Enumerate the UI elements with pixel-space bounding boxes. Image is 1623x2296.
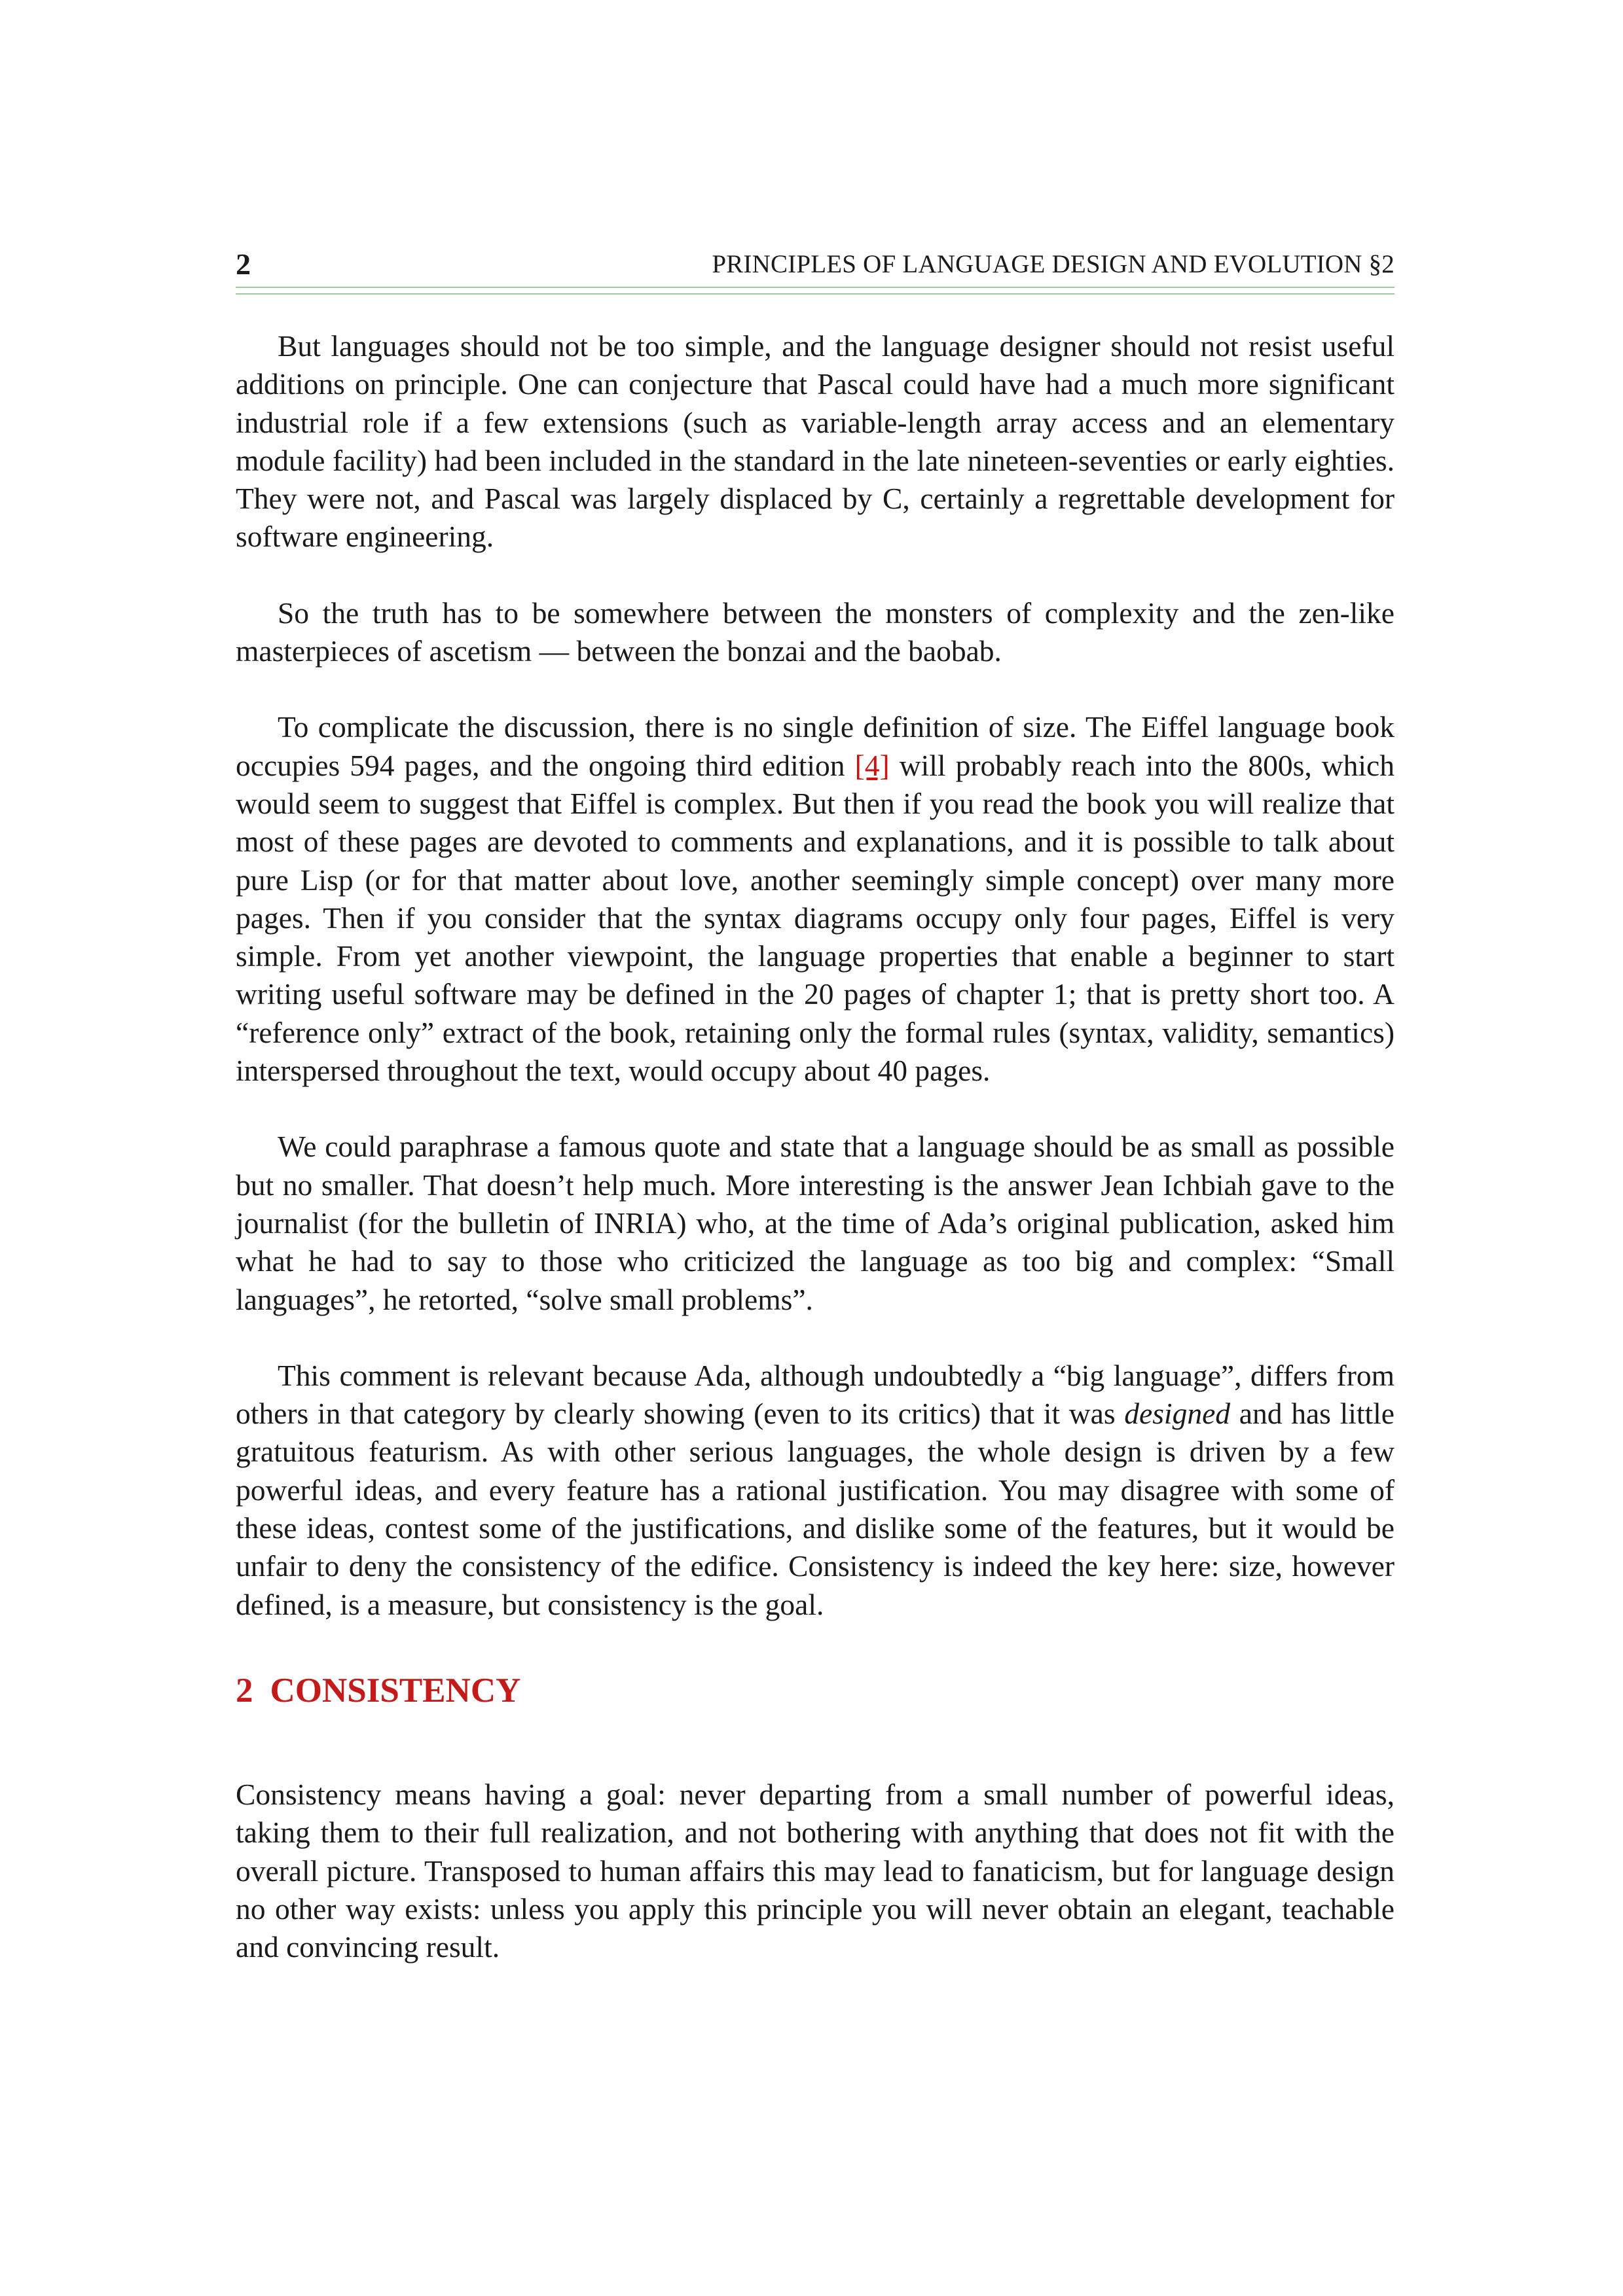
page-header: [236, 247, 1395, 281]
paragraph-2: So the truth has to be somewhere between the monsters of complexity and the zen-like masterpieces of ascetism — between the bonzai and the baobab.: [236, 596, 1395, 668]
section-heading: [236, 1671, 1395, 1710]
paragraph-5-text-end: and has little gratuitous featurism. As with other serious languages, the whole design is driven by a few powerful ideas, and every feature has a rational justification. You may disagree with some of these ideas, contest some of the justifications, and dislike some of the features, but it would be unfair to deny the consistency of the edifice. Consistency is indeed the key here: size, however defined, is a measure, but consistency is the goal.: [236, 1397, 1395, 1621]
page-number: 2: [236, 247, 251, 281]
header-rule-bottom: [236, 293, 1395, 295]
citation-link[interactable]: [4]: [854, 748, 890, 782]
section-paragraph: Consistency means having a goal: never departing from a small number of powerful ideas, taking them to their full realization, and not bothering with anything that does not fit with the overall picture. Transposed to human affairs this may lead to fanaticism, but for language design no other way exists: unless you apply this principle you will never obtain an elegant, teachable and convincing result.: [236, 1777, 1395, 1964]
paragraph-5-text-start: This comment is relevant because Ada, although undoubtedly a “big language”, differs from others in that category by clearly showing (even to its critics) that it was: [236, 1358, 1395, 1431]
paragraph-3-text-start: To complicate the discussion, there is no single definition of size. The Eiffel language book occupies 594 pages, and the ongoing third edition: [236, 710, 1395, 782]
section-number: 2: [236, 1671, 253, 1710]
paragraph-5: [236, 1357, 1395, 1624]
paragraph-4: We could paraphrase a famous quote and state that a language should be as small as possible but no smaller. That doesn’t help much. More interesting is the answer Jean Ichbiah gave to the journalist (for the bulletin of INRIA) who, at the time of Ada’s original publication, asked him what he had to say to those who criticized the language as too big and complex: “Small languages”, he retorted, “solve small problems”.: [236, 1130, 1395, 1316]
paragraph-3: [236, 708, 1395, 1090]
section-title: CONSISTENCY: [270, 1671, 521, 1710]
main-text: [236, 327, 1395, 2004]
running-title: PRINCIPLES OF LANGUAGE DESIGN AND EVOLUTION §2: [712, 250, 1395, 278]
paragraph-3-text-end: will probably reach into the 800s, which would seem to suggest that Eiffel is complex. But then if you read the book you will realize that most of these pages are devoted to comments and explanations, and it is possible to talk about pure Lisp (or for that matter about love, another seemingly simple concept) over many more pages. Then if you consider that the syntax diagrams occupy only four pages, Eiffel is very simple. From yet another viewpoint, the language properties that enable a beginner to start writing useful software may be defined in the 20 pages of chapter 1; that is pretty short too. A “reference only” extract of the book, retaining only the formal rules (syntax, validity, semantics) interspersed throughout the text, would occupy about 40 pages.: [236, 748, 1395, 1088]
paragraph-1: But languages should not be too simple, and the language designer should not resist useful additions on principle. One can conjecture that Pascal could have had a much more significant industrial role if a few extensions (such as variable-length array access and an elementary module facility) had been included in the standard in the late nineteen-seventies or early eighties. They were not, and Pascal was largely displaced by C, certainly a regrettable development for software engineering.: [236, 329, 1395, 554]
emphasis-designed: designed: [1124, 1397, 1231, 1431]
header-rule-top: [236, 287, 1395, 288]
